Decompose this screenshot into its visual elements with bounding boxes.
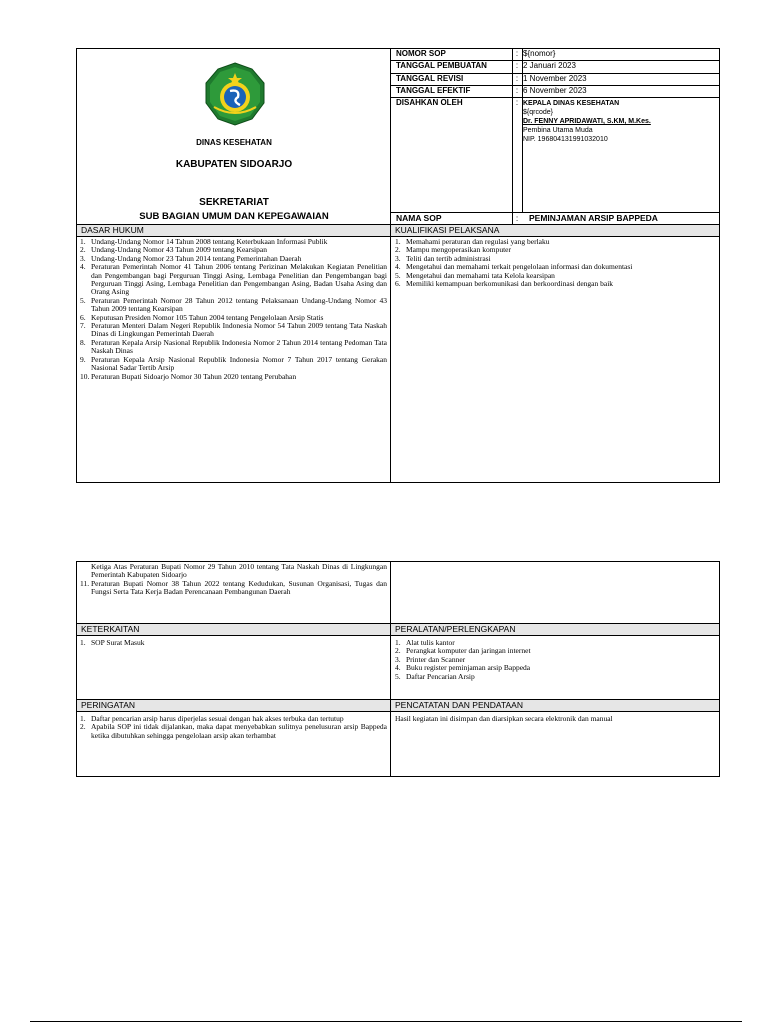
meta-row-nama-sop [391, 212, 719, 224]
list-item: 4. Buku register peminjaman arsip Bappeda [395, 663, 531, 673]
meta-row-nomor [391, 49, 719, 61]
subunit-name: SUB BAGIAN UMUM DAN KEPEGAWAIAN [139, 211, 329, 222]
list-item: 1. SOP Surat Masuk [80, 638, 145, 647]
efektif-label: TANGGAL EFEKTIF [396, 86, 471, 95]
colon: : [515, 74, 519, 83]
peralatan-header: PERALATAN/PERLENGKAPAN [391, 623, 719, 636]
list-item: 3. Teliti dan tertib administrasi [395, 253, 491, 263]
list-item: 1. Undang-Undang Nomor 14 Tahun 2008 tentang Keterbukaan Informasi Publik [80, 237, 328, 246]
regency-name: KABUPATEN SIDOARJO [175, 159, 293, 170]
list-item: 2. Apabila SOP ini tidak dijalankan, maka dapat menyebabkan sulitnya penelusuran arsip Bappeda ketika dibutuhkan sehingga pengelolaan arsip akan terhambat [80, 722, 387, 740]
page-divider [30, 1021, 742, 1022]
peringatan-header: PERINGATAN [77, 699, 391, 712]
approver-title: KEPALA DINAS KESEHATAN [523, 100, 620, 107]
list-item: 6. Keputusan Presiden Nomor 105 Tahun 2004 tentang Pengelolaan Arsip Statis [80, 312, 324, 322]
list-item: 9. Peraturan Kepala Arsip Nasional Republik Indonesia Nomor 7 Tahun 2017 tentang Gerakan Nasional Sadar Tertib Arsip [80, 354, 387, 373]
disahkan-label: DISAHKAN OLEH [396, 98, 463, 107]
nama-sop-label: NAMA SOP [396, 213, 442, 223]
agency-name: DINAS KESEHATAN [196, 138, 272, 147]
list-item: 11. Peraturan Bupati Nomor 38 Tahun 2022 tentang Kedudukan, Susunan Organisasi, Tugas dan Fungsi Serta Tata Kerja Badan Perencanaan Pembangunan Daerah [80, 578, 387, 597]
sidoarjo-emblem-logo [202, 61, 268, 127]
list-item: 1. Daftar pencarian arsip harus diperjelas sesuai dengan hak akses terbuka dan tertutup [80, 714, 344, 723]
approval-block [523, 99, 719, 144]
revisi-value: 1 November 2023 [523, 74, 587, 83]
meta-row-pembuatan [391, 61, 719, 74]
list-item: 1. Alat tulis kantor [395, 638, 455, 647]
list-item: 4. Peraturan Pemerintah Nomor 41 Tahun 2006 tentang Perizinan Melakukan Kegiatan Penelitian dan Pengembangan bagi Perguruan Tinggi Asing, Lembaga Penelitian dan Pengembangan bagi Perguruan Tinggi Asing, Lembaga Penelitian dan Pengembangan Asing, Badan Usaha Asing dan Orang Asing [80, 262, 387, 297]
list-item: Ketiga Atas Peraturan Bupati Nomor 29 Tahun 2010 tentang Tata Naskah Dinas di Lingkungan Pemerintah Kabupaten Sidoarjo [91, 562, 387, 580]
list-item: 6. Memiliki kemampuan berkomunikasi dan berkoordinasi dengan baik [395, 279, 614, 289]
dasar-hukum-header: DASAR HUKUM [77, 224, 391, 237]
list-item: 2. Undang-Undang Nomor 43 Tahun 2009 tentang Kearsipan [80, 245, 267, 255]
nama-sop-value: PEMINJAMAN ARSIP BAPPEDA [529, 213, 658, 223]
sop-header-table [76, 48, 720, 483]
colon: : [515, 61, 519, 70]
approver-nip: NIP. 196804131991032010 [523, 136, 608, 143]
list-item: 10. Peraturan Bupati Sidoarjo Nomor 30 Tahun 2020 tentang Perubahan [80, 371, 297, 381]
list-item: 5. Mengetahui dan memahami tata Kelola kearsipan [395, 270, 555, 280]
nomor-value: ${nomor} [523, 49, 556, 58]
list-item: 1. Memahami peraturan dan regulasi yang berlaku [395, 237, 550, 246]
nomor-label: NOMOR SOP [396, 49, 446, 58]
sop-meta-panel [391, 49, 719, 224]
peringatan-list [80, 715, 387, 740]
list-item: 5. Peraturan Pemerintah Nomor 28 Tahun 2012 tentang Pelaksanaan Undang-Undang Nomor 43 Tahun 2009 tentang Kearsipan [80, 295, 387, 314]
list-item: 2. Mampu mengoperasikan komputer [395, 245, 511, 255]
pembuatan-label: TANGGAL PEMBUATAN [396, 61, 487, 70]
list-item: 4. Mengetahui dan memahami terkait pengelolaan informasi dan dokumentasi [395, 262, 633, 272]
list-item: 3. Undang-Undang Nomor 23 Tahun 2014 tentang Pemerintahan Daerah [80, 253, 302, 263]
unit-name: SEKRETARIAT [199, 197, 269, 208]
colon: : [515, 86, 519, 95]
kualifikasi-list [395, 238, 715, 288]
approver-rank: Pembina Utama Muda [523, 127, 593, 134]
list-item: 5. Daftar Pencarian Arsip [395, 671, 475, 681]
keterkaitan-header: KETERKAITAN [77, 623, 391, 636]
dasar-hukum-list-continued [80, 563, 387, 597]
list-item: 3. Printer dan Scanner [395, 654, 466, 664]
peralatan-list [395, 639, 715, 681]
pencatatan-header: PENCATATAN DAN PENDATAAN [391, 699, 719, 712]
colon: : [515, 49, 519, 58]
list-item: 2. Perangkat komputer dan jaringan internet [395, 646, 531, 656]
list-item: 7. Peraturan Menteri Dalam Negeri Republik Indonesia Nomor 54 Tahun 2009 tentang Tata Naskah Dinas di Lingkungan Pemerintah Daerah [80, 321, 387, 339]
meta-row-efektif [391, 86, 719, 98]
colon: : [515, 213, 519, 223]
colon: : [515, 98, 519, 107]
dasar-hukum-list [80, 238, 387, 381]
revisi-label: TANGGAL REVISI [396, 74, 464, 83]
pembuatan-value: 2 Januari 2023 [523, 61, 576, 70]
qrcode-placeholder: ${qrcode} [523, 109, 553, 116]
approver-name: Dr. FENNY APRIDAWATI, S.KM, M.Kes. [523, 118, 651, 125]
keterkaitan-list [80, 639, 387, 647]
efektif-value: 6 November 2023 [523, 86, 587, 95]
sop-detail-table [76, 561, 720, 777]
kualifikasi-header: KUALIFIKASI PELAKSANA [391, 224, 719, 237]
pencatatan-text: Hasil kegiatan ini disimpan dan diarsipkan secara elektronik dan manual [395, 714, 613, 723]
list-item: 8. Peraturan Kepala Arsip Nasional Republik Indonesia Nomor 2 Tahun 2014 tentang Pedoman Tata Naskah Dinas [80, 337, 387, 356]
meta-row-revisi [391, 74, 719, 86]
institution-header [77, 49, 391, 224]
